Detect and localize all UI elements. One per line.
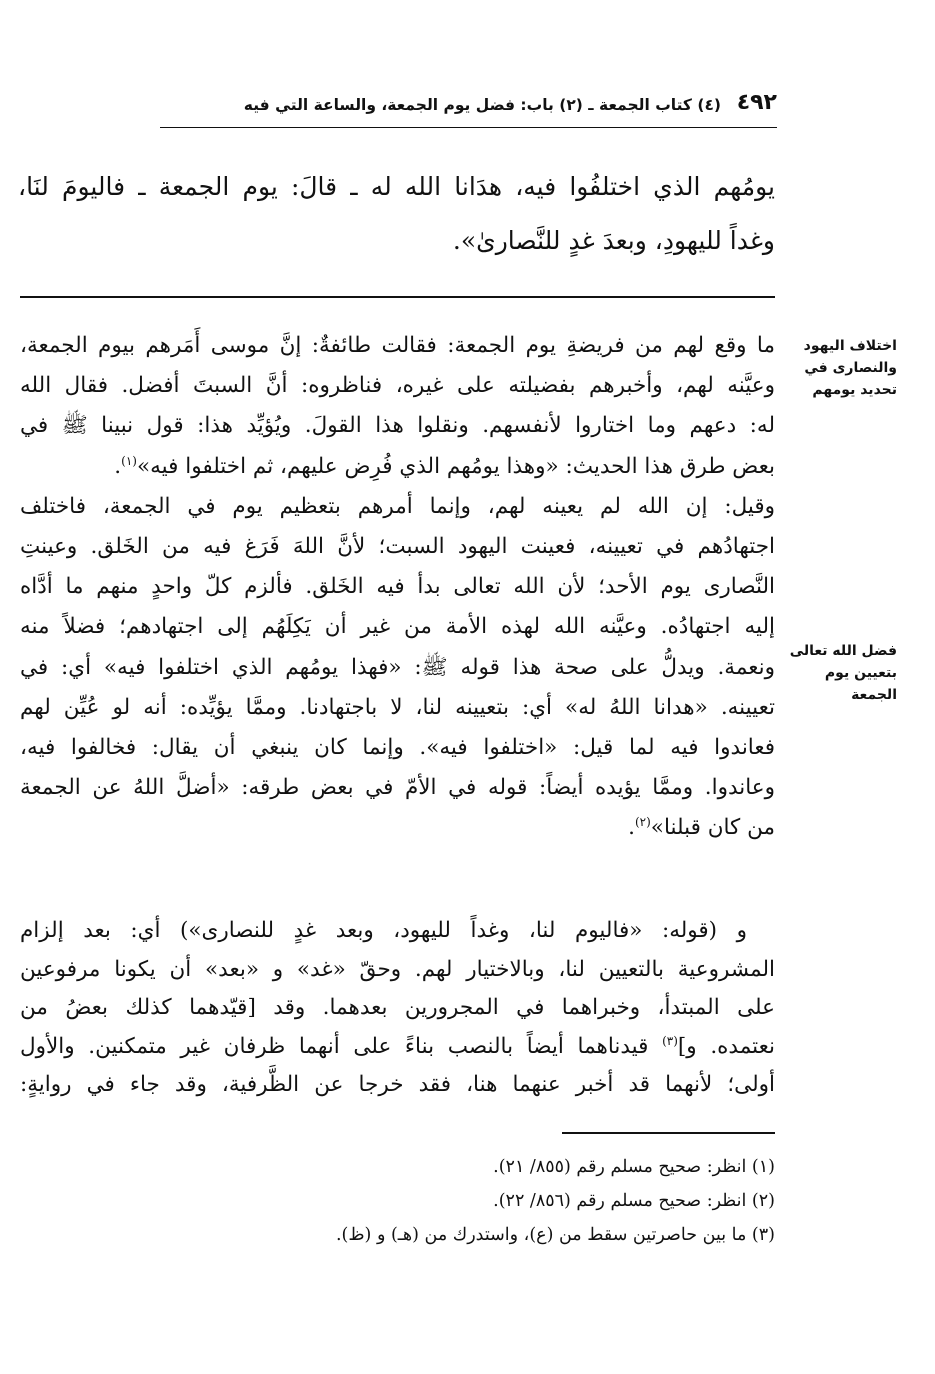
header-rule bbox=[160, 127, 777, 128]
commentary-line: وعيَّنه لهم، وأخبرهم بفضيلته على غيره، فناظروه: أنَّ السبتَ أفضل. فقال الله bbox=[20, 373, 775, 399]
sentence-end: . bbox=[114, 453, 122, 479]
footnote-ref-3: (٣) bbox=[662, 1033, 678, 1048]
margin-note-line: فضل الله تعالى bbox=[789, 643, 897, 659]
commentary-text: نعتمده. و] bbox=[677, 1033, 775, 1059]
commentary-line: تعيينه. «هدانا اللهُ له» أي: بتعيينه لنا، لا باجتهادنا. وممَّا يؤيِّده: أنه لو عُيِّن لهم bbox=[20, 694, 775, 720]
commentary-line: فعاندوا فيه لما قيل: «اختلفوا فيه». وإنما كان ينبغي أن يقال: فخالفوا فيه، bbox=[20, 735, 775, 761]
commentary-line bbox=[20, 808, 775, 848]
commentary-line bbox=[20, 447, 775, 487]
commentary-line: النَّصارى يوم الأحد؛ لأن الله تعالى بدأ فيه الخَلق. فألزم كلّ واحدٍ منهم ما أدَّاه bbox=[20, 574, 775, 600]
hadith-line: وغداً لليهودِ، وبعدَ غدٍ للنَّصارىٰ». bbox=[452, 226, 775, 255]
commentary-line: له: دعهم وما اختاروا لأنفسهم. ونقلوا هذا القولَ. ويُؤيِّد هذا: قول نبينا ﷺ في bbox=[20, 413, 775, 439]
commentary-line: و (قوله: «فاليوم لنا، وغداً لليهود، وبعد غدٍ للنصارى») أي: بعد إلزام bbox=[20, 918, 747, 943]
commentary-text: من كان قبلنا» bbox=[650, 815, 775, 841]
commentary-line: وقيل: إن الله لم يعينه لهم، وإنما أمرهم بتعظيم يوم في الجمعة، فاختلف bbox=[20, 493, 775, 519]
footnote-ref-2: (٢) bbox=[634, 815, 651, 830]
running-header bbox=[160, 90, 777, 126]
hadith-text bbox=[18, 160, 775, 268]
footnote: (٣) ما بين حاصرتين سقط من (ع)، واستدرك من (هـ) و (ظ). bbox=[335, 1225, 775, 1245]
hadith-divider bbox=[20, 296, 775, 298]
margin-note-line: تحديد يومهم bbox=[812, 382, 897, 398]
margin-note-jews-christians bbox=[765, 335, 897, 401]
commentary-line bbox=[20, 1028, 775, 1067]
sentence-end: . bbox=[628, 815, 635, 841]
commentary-line: إليه اجتهادُه. وعيَّنه الله لهذه الأمة من غير أن يَكِلَهُم إلى اجتهادهم؛ فضلاً منه bbox=[20, 614, 775, 640]
margin-note-line: اختلاف اليهود bbox=[803, 338, 897, 354]
commentary-text: قيدناهما أيضاً بالنصب بناءً على أنهما ظرفان غير متمكنين. والأول bbox=[20, 1033, 663, 1059]
commentary-line: على المبتدأ، وخبراهما في المجرورين بعدهما. وقد [قيّدهما كذلك بعضُ من bbox=[20, 995, 775, 1020]
footnote-ref-1: (١) bbox=[121, 453, 137, 468]
commentary-line: اجتهادُهم في تعيينه، فعينت اليهود السبت؛ لأنَّ اللهَ فَرَغ فيه من الخَلق. وعينتِ bbox=[20, 534, 775, 560]
margin-note-line: والنصارى في bbox=[804, 360, 897, 376]
footnote: (١) انظر: صحيح مسلم رقم (٨٥٥/ ٢١). bbox=[493, 1157, 775, 1177]
header-title: (٤) كتاب الجمعة ـ (٢) باب: فضل يوم الجمعة، والساعة التي فيه bbox=[243, 96, 721, 114]
commentary-text: بعض طرق هذا الحديث: «وهذا يومُهم الذي فُرِض عليهم، ثم اختلفوا فيه» bbox=[136, 453, 775, 479]
page-number: ٤٩٢ bbox=[736, 90, 777, 115]
commentary-line: المشروعية بالتعيين لنا، وبالاختيار لهم. وحقّ «غد» و «بعد» أن يكونا مرفوعين bbox=[20, 956, 775, 982]
commentary-line: ما وقع لهم من فريضةِ يوم الجمعة: فقالت طائفةٌ: إنَّ موسى أَمَرهم بيوم الجمعة، bbox=[20, 333, 775, 358]
commentary-section bbox=[20, 326, 775, 849]
margin-note-friday-virtue bbox=[765, 640, 897, 706]
commentary-line: ونعمة. ويدلُّ على صحة هذا قوله ﷺ: «فهذا يومُهم الذي اختلفوا فيه» أي: في bbox=[20, 654, 775, 680]
margin-note-line: بتعيين يوم bbox=[824, 665, 897, 681]
footnotes bbox=[336, 1150, 775, 1252]
commentary-section-2 bbox=[20, 912, 775, 1105]
margin-note-line: الجمعة bbox=[851, 687, 897, 703]
commentary-line: أولى؛ لأنهما قد أخبر عنهما هنا، فقد خرجا عن الظَّرفية، وقد جاء في روايةٍ: bbox=[20, 1072, 775, 1097]
hadith-line: يومُهم الذي اختلفُوا فيه، هدَانا الله له ـ قالَ: يوم الجمعة ـ فاليومَ لنَا، bbox=[18, 172, 775, 201]
commentary-line: وعاندوا. وممَّا يؤيده أيضاً: قوله في الأمّ في بعض طرقه: «أضلَّ اللهُ عن الجمعة bbox=[20, 775, 775, 801]
footnote-divider bbox=[562, 1132, 775, 1134]
footnote: (٢) انظر: صحيح مسلم رقم (٨٥٦/ ٢٢). bbox=[493, 1191, 775, 1211]
